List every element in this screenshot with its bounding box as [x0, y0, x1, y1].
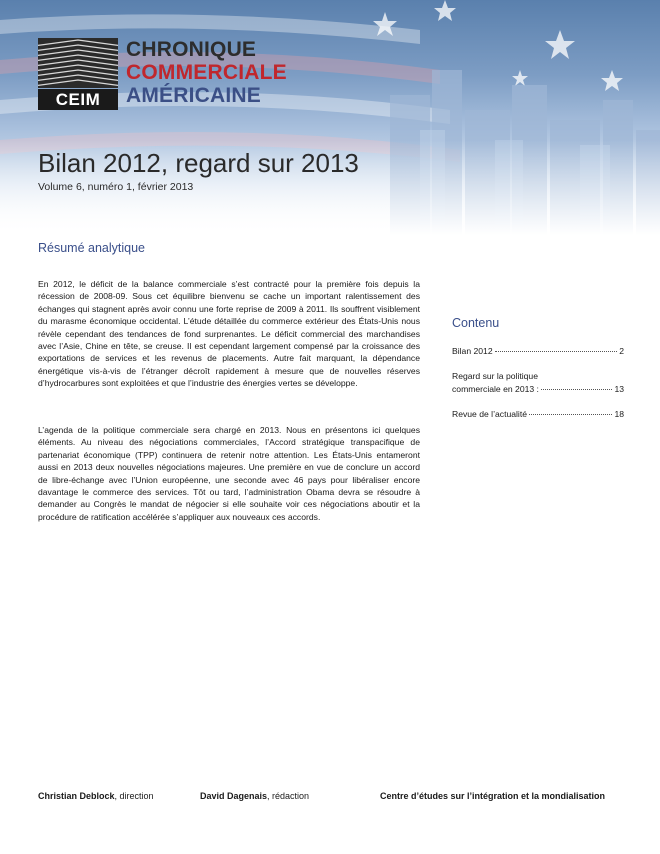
toc-item-politique[interactable]	[452, 370, 624, 396]
toc-leader-dots	[541, 389, 613, 390]
footer-director	[38, 791, 154, 801]
toc-item-label-line-1: Regard sur la politique	[452, 371, 538, 381]
footer-editor	[200, 791, 309, 801]
summary-paragraph-2: L’agenda de la politique commerciale sera chargé en 2013. Nous en présentons ici quelques éléments. Au niveau des négociations commerciales, l’Accord stratégique transpacifique de partenariat économique (TPP) continuera de retenir notre attention. Les États-Unis entameront aussi en 2013 deux nouvelles négociations majeures. Une première en vue de conclure un accord de libre-échange avec l’Union européenne, une seconde avec 46 pays pour libéraliser encore davantage le commerce des services. Tôt ou tard, l’administration Obama devra se résoudre à demander au Congrès le mandat de négocier si elle souhaite voir ces négociations aboutir et la procédure de ratification accélérée s’appliquer aux nouveaux ces accords.	[38, 425, 420, 522]
table-of-contents	[452, 316, 624, 433]
toc-item-bilan[interactable]	[452, 345, 624, 358]
summary-paragraph-1: En 2012, le déficit de la balance commerciale s’est contracté pour la première fois depuis la récession de 2008-09. Sous cet équilibre bienvenu se cache un important ralentissement des échanges qui stagnent après avoir connu une forte reprise de 2009 à 2011. Ils souffrent visiblement du marasme économique occidental. L’étude détaillée du commerce extérieur des États-Unis nous révèle cependant des tendances de fond surprenantes. Le déficit commercial des marchandises avec l’Asie, Chine en tête, se creuse. Il est cependant largement compensé par la croissance des exportations de services et les revenus de placements. Autre fait marquant, la dépendance énergétique vis-à-vis de l’étranger décroît rapidement à mesure que de nouvelles réserves d’hydrocarbures sont exploitées et que l’industrie des énergies vertes se développe.	[38, 279, 420, 389]
editor-name: David Dagenais	[200, 791, 268, 801]
toc-item-page: 2	[619, 346, 624, 356]
summary-heading: Résumé analytique	[38, 241, 146, 255]
director-role: , direction	[114, 791, 154, 801]
publication-title-line-3: AMÉRICAINE	[126, 84, 262, 107]
footer-center	[380, 791, 605, 801]
volume-line: Volume 6, numéro 1, février 2013	[38, 181, 194, 193]
ceim-logo	[38, 38, 118, 110]
logo-stripes-graphic	[38, 38, 118, 88]
document-title: Bilan 2012, regard sur 2013	[38, 148, 359, 178]
publication-title	[126, 38, 287, 107]
header-banner	[0, 0, 660, 235]
toc-item-label: Revue de l’actualité	[452, 409, 528, 419]
toc-item-page: 18	[614, 409, 624, 419]
toc-item-page: 13	[614, 384, 624, 394]
logo-text: CEIM	[38, 89, 118, 110]
toc-item-revue[interactable]	[452, 408, 624, 421]
center-name: Centre d’études sur l’intégration et la mondialisation	[380, 791, 606, 801]
toc-leader-dots	[529, 414, 612, 415]
toc-leader-dots	[495, 351, 618, 352]
toc-item-label: Bilan 2012	[452, 346, 493, 356]
director-name: Christian Deblock	[38, 791, 115, 801]
publication-title-line-2: COMMERCIALE	[126, 61, 287, 84]
editor-role: , rédaction	[267, 791, 310, 801]
flag-skyline-background	[0, 0, 660, 235]
toc-heading: Contenu	[452, 316, 500, 330]
toc-item-label: commerciale en 2013 :	[452, 384, 539, 394]
publication-title-line-1: CHRONIQUE	[126, 38, 257, 61]
